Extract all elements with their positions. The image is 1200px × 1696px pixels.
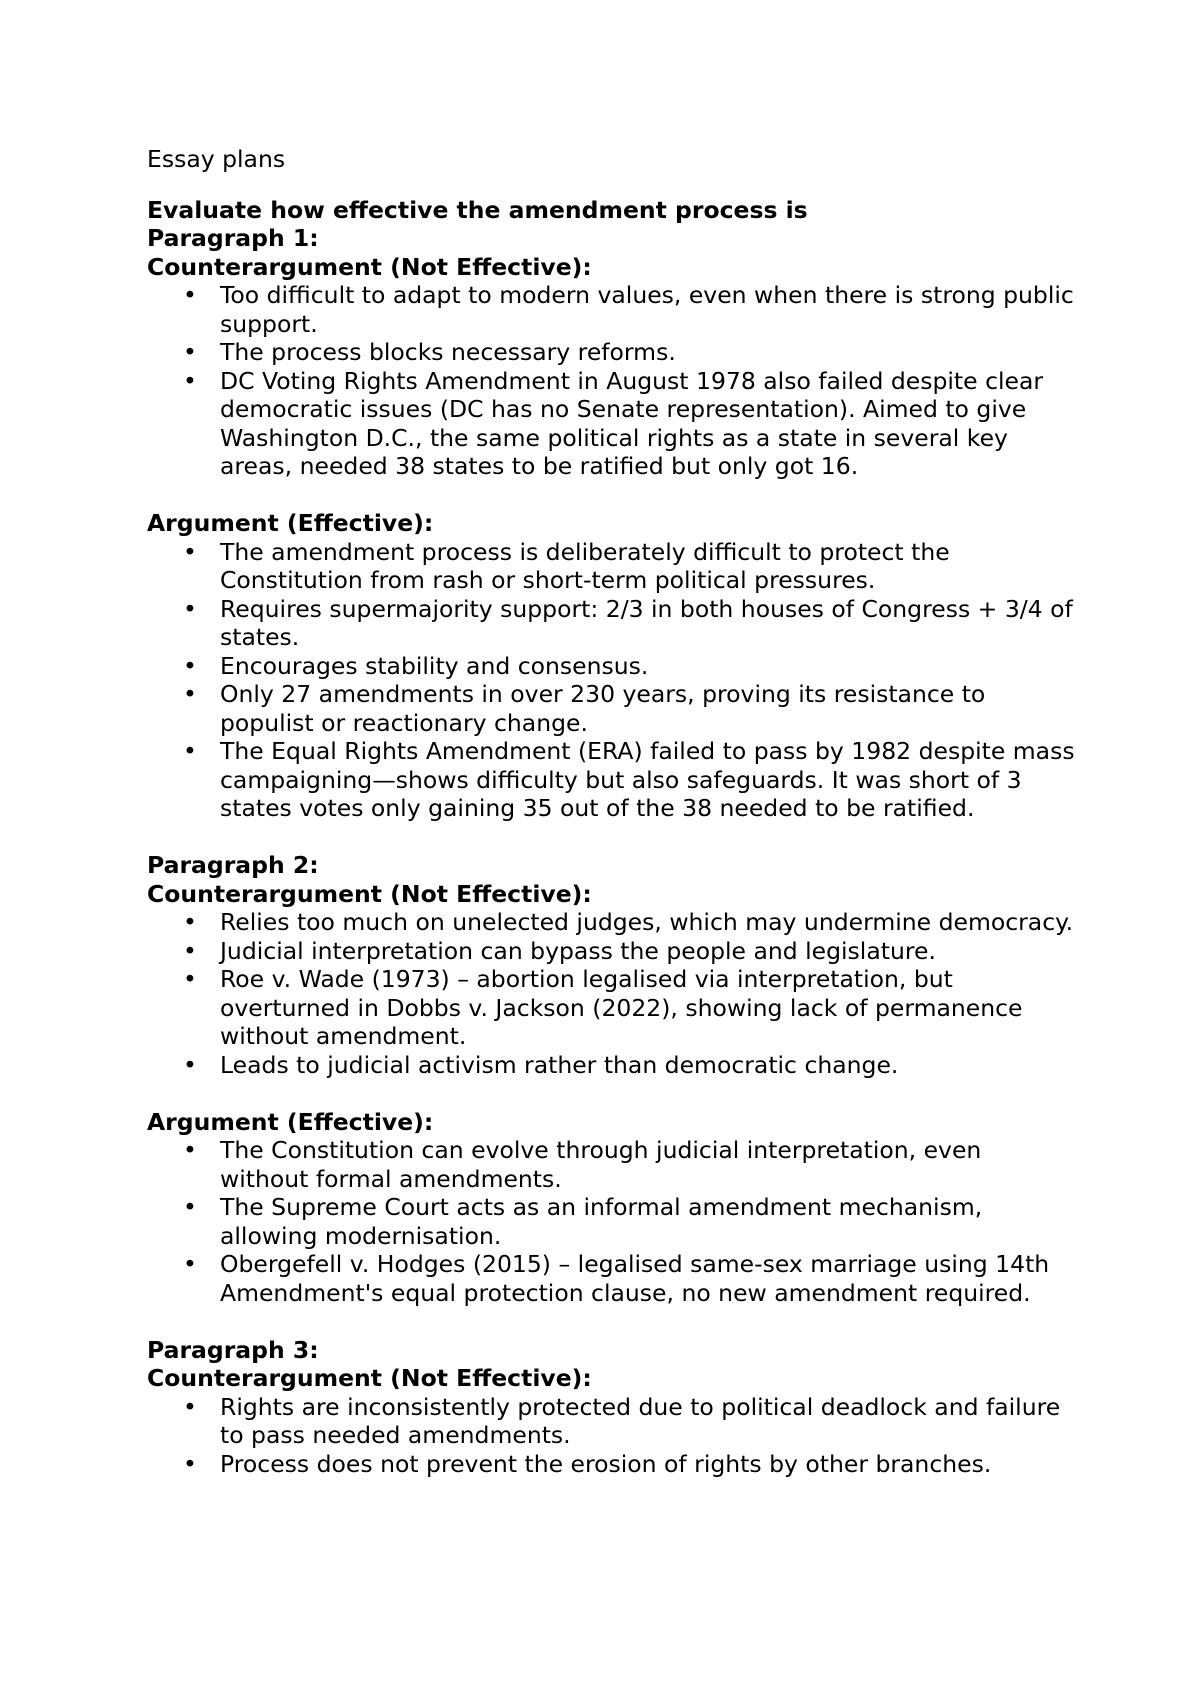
paragraph-heading: Paragraph 1: — [147, 224, 319, 252]
counterargument-list — [147, 281, 1077, 481]
document-title: Essay plans — [147, 145, 286, 173]
list-item: • Judicial interpretation can bypass the people and legislature. — [147, 937, 1077, 966]
list-item: • Too difficult to adapt to modern values, even when there is strong public support. — [147, 281, 1077, 338]
paragraph-heading: Paragraph 3: — [147, 1335, 319, 1364]
list-item: • Encourages stability and consensus. — [147, 652, 1077, 681]
list-item: • Leads to judicial activism rather than democratic change. — [147, 1051, 1077, 1080]
list-item: • Relies too much on unelected judges, which may undermine democracy. — [147, 908, 1077, 937]
counterargument-list — [147, 1393, 1077, 1479]
counterargument-heading: Counterargument (Not Effective): — [147, 1364, 592, 1392]
list-item: • The Supreme Court acts as an informal amendment mechanism, allowing modernisation. — [147, 1193, 1077, 1250]
counterargument-heading: Counterargument (Not Effective): — [147, 252, 592, 281]
argument-heading: Argument (Effective): — [147, 509, 434, 537]
list-item: • The amendment process is deliberately difficult to protect the Constitution from rash or short-term political pressures. — [147, 538, 1077, 595]
document-page — [147, 145, 1077, 1478]
list-item: • Obergefell v. Hodges (2015) – legalised same-sex marriage using 14th Amendment's equal protection clause, no new amendment required. — [147, 1250, 1077, 1307]
list-item: • The process blocks necessary reforms. — [147, 338, 1077, 367]
list-item: • Roe v. Wade (1973) – abortion legalised via interpretation, but overturned in Dobbs v. Jackson (2022), showing lack of permanence without amendment. — [147, 965, 1077, 1051]
list-item: • Requires supermajority support: 2/3 in both houses of Congress + 3/4 of states. — [147, 595, 1077, 652]
paragraph-2 — [147, 851, 1077, 1307]
list-item: • Only 27 amendments in over 230 years, proving its resistance to populist or reactionary change. — [147, 680, 1077, 737]
paragraph-3 — [147, 1336, 1077, 1479]
paragraph-heading: Paragraph 2: — [147, 851, 319, 879]
argument-heading: Argument (Effective): — [147, 1107, 434, 1136]
list-item: • Rights are inconsistently protected due to political deadlock and failure to pass needed amendments. — [147, 1393, 1077, 1450]
argument-list — [147, 1136, 1077, 1307]
list-item: • DC Voting Rights Amendment in August 1978 also failed despite clear democratic issues (DC has no Senate representation). Aimed to give Washington D.C., the same political rights as a state in several key areas, needed 38 states to be ratified but only got 16. — [147, 367, 1077, 481]
paragraph-1 — [147, 224, 1077, 823]
counterargument-heading: Counterargument (Not Effective): — [147, 879, 592, 908]
list-item: • The Equal Rights Amendment (ERA) failed to pass by 1982 despite mass campaigning—shows difficulty but also safeguards. It was short of 3 states votes only gaining 35 out of the 38 needed to be ratified. — [147, 737, 1077, 823]
argument-list — [147, 538, 1077, 823]
essay-question: Evaluate how effective the amendment process is — [147, 195, 808, 224]
counterargument-list — [147, 908, 1077, 1079]
list-item: • Process does not prevent the erosion of rights by other branches. — [147, 1450, 1077, 1479]
list-item: • The Constitution can evolve through judicial interpretation, even without formal amendments. — [147, 1136, 1077, 1193]
